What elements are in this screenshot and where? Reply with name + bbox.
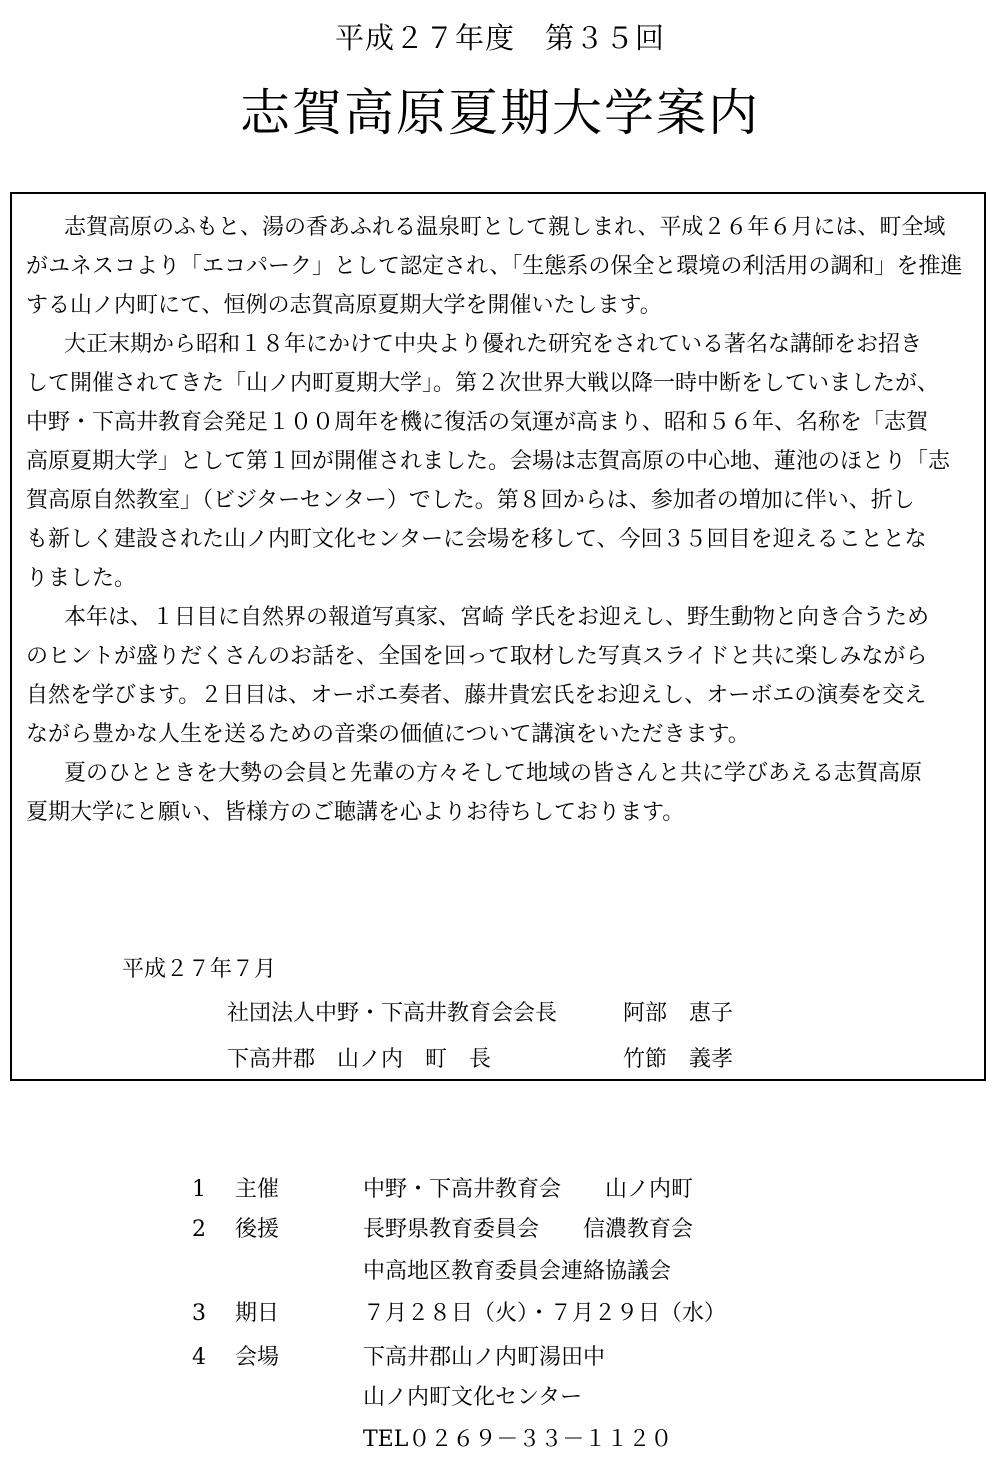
text-line: 中野・下高井教育会発足１００周年を機に復活の気運が高まり、昭和５６年、名称を「志賀 xyxy=(26,410,929,435)
info-number: 1 xyxy=(192,1177,206,1202)
info-value: 山ノ内町文化センター xyxy=(363,1385,583,1410)
info-number: 2 xyxy=(192,1217,206,1242)
info-label: 主催 xyxy=(235,1177,280,1202)
info-value: 下高井郡山ノ内町湯田中 xyxy=(363,1345,606,1370)
info-item-venue xyxy=(0,1338,1000,1378)
info-value: 長野県教育委員会 信濃教育会 xyxy=(363,1217,694,1242)
signature-organization: 下高井郡 山ノ内 町 長 xyxy=(227,1047,492,1072)
text-line: 大正末期から昭和１８年にかけて中央より優れた研究をされている著名な講師をお招き xyxy=(64,332,923,357)
info-value: 中野・下高井教育会 山ノ内町 xyxy=(363,1177,694,1202)
info-label: 会場 xyxy=(235,1345,280,1370)
text-line: して開催されてきた「山ノ内町夏期大学」。第２次世界大戦以降一時中断をしていましたが、 xyxy=(26,371,940,396)
signature-person: 竹節 義孝 xyxy=(623,1047,734,1072)
signature-row xyxy=(227,1040,733,1079)
info-value: ７月２８日（火）・７月２９日（水） xyxy=(363,1301,727,1326)
info-number: 3 xyxy=(192,1301,206,1326)
text-line: がユネスコより「エコパーク」として認定され、「生態系の保全と環境の利活用の調和」を推進 xyxy=(26,254,963,279)
text-line: 志賀高原のふもと、湯の香あふれる温泉町として親しまれ、平成２６年６月には、町全域 xyxy=(64,215,946,240)
text-line: 本年は、１日目に自然界の報道写真家、宮崎 学氏をお迎えし、野生動物と向き合うため xyxy=(64,605,929,630)
paragraph-program xyxy=(26,598,978,754)
text-line: ながら豊かな人生を送るための音楽の価値について講演をいただきます。 xyxy=(26,722,750,747)
phone-number: TEL０２６９－３３－１１２０ xyxy=(363,1427,673,1452)
info-item-sponsors xyxy=(0,1210,1000,1250)
text-line: りました。 xyxy=(26,566,137,591)
info-item-venue-cont xyxy=(0,1378,1000,1418)
signature-date: 平成２７年７月 xyxy=(122,957,277,982)
text-line: 賀高原自然教室」（ビジターセンター）でした。第８回からは、参加者の増加に伴い、折し xyxy=(26,488,915,513)
text-line: 自然を学びます。２日目は、オーボエ奏者、藤井貴宏氏をお迎えし、オーボエの演奏を交え xyxy=(26,683,927,708)
paragraph-closing xyxy=(26,754,978,832)
signature-person: 阿部 恵子 xyxy=(623,1001,734,1026)
info-item-sponsors-cont xyxy=(0,1252,1000,1292)
info-number: 4 xyxy=(192,1345,206,1370)
text-line: 高原夏期大学」として第１回が開催されました。会場は志賀高原の中心地、蓮池のほとり「志 xyxy=(26,449,951,474)
signature-organization: 社団法人中野・下高井教育会会長 xyxy=(227,1001,558,1026)
info-item-organizer xyxy=(0,1170,1000,1210)
signature-row xyxy=(227,994,733,1033)
edition-subtitle: 平成２７年度 第３５回 xyxy=(334,21,665,55)
info-label: 後援 xyxy=(235,1217,280,1242)
info-value: 中高地区教育委員会連絡協議会 xyxy=(363,1259,672,1284)
text-line: 夏期大学にと願い、皆様方のご聴講を心よりお待ちしております。 xyxy=(26,800,685,825)
text-line: する山ノ内町にて、恒例の志賀高原夏期大学を開催いたします。 xyxy=(26,293,662,318)
info-item-dates xyxy=(0,1294,1000,1334)
text-line: 夏のひとときを大勢の会員と先輩の方々そして地域の皆さんと共に学びあえる志賀高原 xyxy=(64,761,923,786)
text-line: のヒントが盛りだくさんのお話を、全国を回って取材した写真スライドと共に楽しみながら xyxy=(26,644,928,669)
info-item-venue-phone xyxy=(0,1420,1000,1460)
greeting-box xyxy=(10,192,986,1081)
info-label: 期日 xyxy=(235,1301,280,1326)
page-title: 志賀高原夏期大学案内 xyxy=(240,84,760,142)
paragraph-intro xyxy=(26,208,978,325)
paragraph-history xyxy=(26,325,978,598)
text-line: も新しく建設された山ノ内町文化センターに会場を移して、今回３５回目を迎えることとな xyxy=(26,527,927,552)
